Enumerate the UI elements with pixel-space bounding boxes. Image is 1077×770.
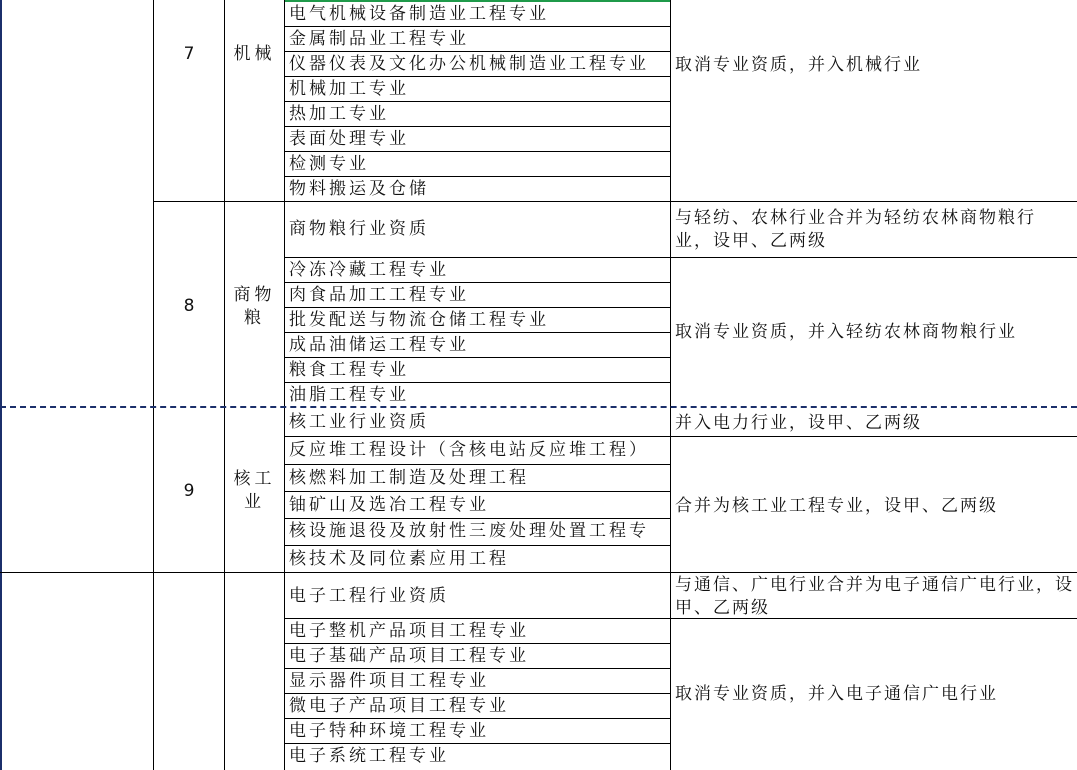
page-break: [0, 406, 1077, 408]
row-line: [284, 382, 670, 383]
group-number: 8: [183, 296, 195, 316]
group-number: 7: [183, 44, 195, 64]
group-number: 9: [183, 481, 195, 501]
group-category: 业: [244, 492, 265, 512]
row-line: [284, 126, 670, 127]
row-line: [284, 51, 670, 52]
item-row: 批发配送与物流仓储工程专业: [289, 310, 549, 330]
note: 并入电力行业，设甲、乙两级: [675, 413, 922, 433]
row-line: [284, 332, 670, 333]
item-row: 铀矿山及选冶工程专业: [289, 495, 489, 515]
item-row: 物料搬运及仓储: [289, 179, 429, 199]
group-category: 机械: [233, 44, 276, 64]
item-row: 电子基础产品项目工程专业: [289, 646, 529, 666]
col-divider-2: [224, 0, 225, 770]
item-row: 电气机械设备制造业工程专业: [289, 4, 549, 24]
row-line: [284, 464, 670, 465]
note: 与轻纺、农林行业合并为轻纺农林商物粮行业，设甲、乙两级: [675, 208, 1036, 251]
row-line: [284, 76, 670, 77]
group-line: [153, 201, 1077, 202]
row-line: [284, 151, 670, 152]
row-line: [284, 282, 670, 283]
item-row: 商物粮行业资质: [289, 219, 429, 239]
item-row: 核设施退役及放射性三废处理处置工程专: [289, 521, 649, 541]
row-line: [284, 26, 670, 27]
item-row: 反应堆工程设计（含核电站反应堆工程）: [289, 440, 649, 460]
item-row: 核工业行业资质: [289, 412, 429, 432]
item-row: 冷冻冷藏工程专业: [289, 260, 449, 280]
row-line: [284, 307, 670, 308]
row-line: [284, 743, 670, 744]
row-line: [284, 491, 670, 492]
item-row: 电子特种环境工程专业: [289, 721, 489, 741]
row-line: [284, 101, 670, 102]
item-row: 肉食品加工工程专业: [289, 285, 469, 305]
note: 合并为核工业工程专业，设甲、乙两级: [675, 496, 998, 516]
note: 取消专业资质，并入电子通信广电行业: [675, 684, 998, 704]
left-border: [0, 0, 2, 770]
item-row: 电子系统工程专业: [289, 746, 449, 766]
note: 与通信、广电行业合并为电子通信广电行业，设甲、乙两级: [675, 575, 1074, 618]
col-divider-4: [670, 0, 671, 770]
item-row: 核燃料加工制造及处理工程: [289, 468, 529, 488]
group-category: 商物: [233, 285, 276, 305]
row-line: [284, 643, 670, 644]
item-row: 电子整机产品项目工程专业: [289, 621, 529, 641]
item-row: 核技术及同位素应用工程: [289, 549, 509, 569]
row-line: [284, 257, 1077, 258]
item-row: 表面处理专业: [289, 129, 409, 149]
item-row: 成品油储运工程专业: [289, 335, 469, 355]
row-line: [284, 176, 670, 177]
note: 取消专业资质，并入轻纺农林商物粮行业: [675, 322, 1017, 342]
item-row: 粮食工程专业: [289, 360, 409, 380]
item-row: 金属制品业工程专业: [289, 29, 469, 49]
item-row: 仪器仪表及文化办公机械制造业工程专业: [289, 54, 649, 74]
item-row: 热加工专业: [289, 104, 389, 124]
item-row: 微电子产品项目工程专业: [289, 696, 509, 716]
note: 取消专业资质，并入机械行业: [675, 55, 922, 75]
group-category: 核工: [233, 469, 276, 489]
item-row: 检测专业: [289, 154, 369, 174]
row-line: [284, 518, 670, 519]
item-row: 油脂工程专业: [289, 385, 409, 405]
item-row: 显示器件项目工程专业: [289, 671, 489, 691]
row-line: [284, 545, 670, 546]
row-line: [284, 436, 1077, 437]
top-selection-edge: [284, 0, 670, 2]
group-divider: [0, 572, 1077, 573]
item-row: 电子工程行业资质: [289, 586, 449, 606]
col-divider-1: [153, 0, 154, 770]
group-category: 粮: [244, 308, 265, 328]
row-line: [284, 718, 670, 719]
item-row: 机械加工专业: [289, 79, 409, 99]
row-line: [284, 693, 670, 694]
row-line: [284, 357, 670, 358]
row-line: [284, 668, 670, 669]
